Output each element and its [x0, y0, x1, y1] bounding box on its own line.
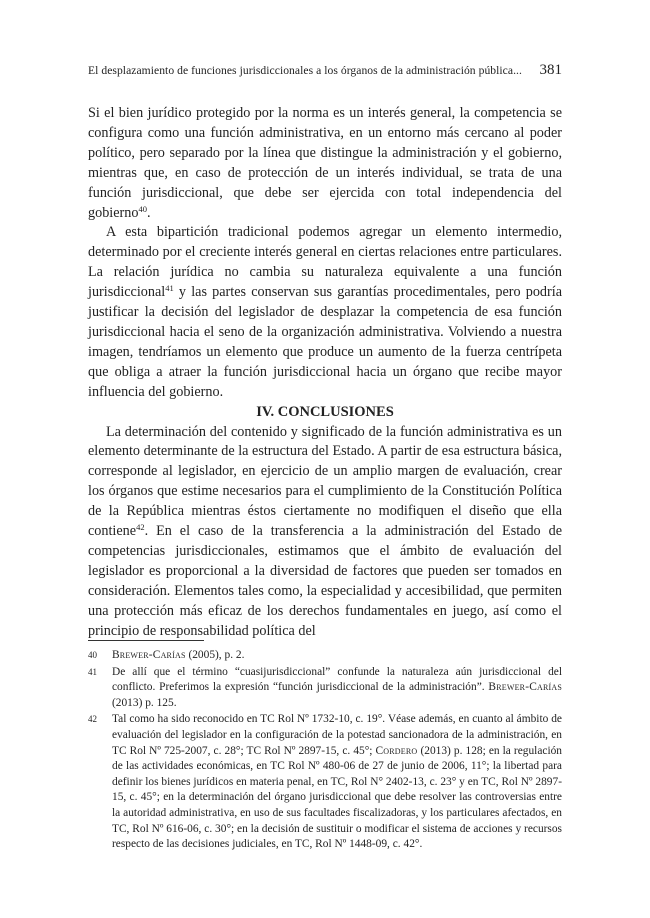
- paragraph-1: [88, 104, 562, 223]
- footnote-text-part: (2013) p. 125.: [112, 696, 177, 709]
- footnote-text: [112, 665, 562, 712]
- author-citation: Cordero: [375, 744, 418, 757]
- footnote-number: 42: [88, 714, 97, 725]
- footnote-text-part: Tal como ha sido reconocido en TC Rol Nº 1732-10, c. 19°. Véase además, en cuanto al ámbito de evaluación del legislador en la configuración de la potestad sancionadora de la administración, en TC Rol Nº 725-2007, c. 28°; TC Rol Nº 2897-15, c. 45°;: [112, 713, 562, 757]
- footnote-number: 41: [88, 666, 97, 677]
- paragraph-2-text-a: A esta bipartición tradicional podemos agregar un elemento intermedio, determinado por el creciente interés general en ciertas relaciones entre particulares. La relación jurídica no cambia su naturaleza equivalente a una función jurisdiccional: [88, 224, 562, 301]
- footnote-41: [88, 665, 562, 712]
- footnote-ref-40: 40: [138, 203, 147, 214]
- footnote-divider: [88, 640, 204, 641]
- footnote-text: [112, 712, 562, 852]
- author-citation: Brewer-Carías: [112, 649, 186, 661]
- paragraph-2-text-b: y las partes conservan sus garantías procedimentales, pero podría justificar la decisión del legislador de desplazar la competencia de esa función jurisdiccional hacia el seno de la organización administrativa. Volviendo a nuestra imagen, tendríamos un elemento que produce un aumento de la fuerza centrípeta que obliga a atraer la función jurisdiccional hacia un órgano que recibe mayor influencia del gobierno.: [88, 284, 562, 400]
- paragraph-3-text-b: . En el caso de la transferencia a la administración del Estado de competencias jurisdiccionales, estimamos que el ámbito de evaluación del legislador es proporcional a la diversidad de factores que pueden ser tomados en consideración. Elementos tales como, la especialidad y accesibilidad, que permiten una protección más eficaz de los derechos fundamentales en juego, así como el principio de responsabilidad política del: [88, 523, 562, 639]
- footnote-42: [88, 712, 562, 852]
- paragraph-1-text: Si el bien jurídico protegido por la norma es un interés general, la competencia se configura como una función administrativa, en un entorno más cercano al poder político, pero separado por la línea que distingue la administración y el gobierno, mientras que, en caso de protección de un interés individual, se trata de una función jurisdiccional, que debe ser ejercida con total independencia del gobierno: [88, 105, 562, 221]
- paragraph-3: [88, 423, 562, 642]
- paragraph-3-text-a: La determinación del contenido y significado de la función administrativa es un elemento determinante de la estructura del Estado. A partir de esa estructura básica, corresponde al legislador, en ejercicio de un amplio margen de evaluación, crear los órganos que estime necesarios para el cumplimiento de la Constitución Política de la República mientras éstos ciertamente no modifiquen el diseño que ella contiene: [88, 423, 562, 540]
- running-title: El desplazamiento de funciones jurisdiccionales a los órganos de la administración pública...: [88, 64, 522, 77]
- footnote-text-part: De allí que el término “cuasijurisdiccional” confunde la naturaleza aún jurisdiccional del conflicto. Preferimos la expresión “función jurisdiccional de la administración”.: [112, 665, 562, 694]
- footnote-ref-41: 41: [165, 283, 174, 294]
- footnote-ref-42: 42: [136, 522, 145, 533]
- footnote-number: 40: [88, 650, 97, 660]
- footnote-text: [112, 648, 562, 664]
- main-text: [88, 104, 562, 641]
- footnote-40: [88, 648, 562, 664]
- section-heading: IV. CONCLUSIONES: [256, 403, 394, 420]
- footnote-text-part: (2013) p. 128; en la regulación de las actividades económicas, en TC Rol Nº 480-06 de 27 de junio de 2006, 11°; la libertad para definir los bienes jurídicos en materia penal, en TC, Rol N° 2402-13, c. 23° y en TC, Rol Nº 2897-15, c. 45°; en la determinación del órgano jurisdiccional que debe resolver las controversias entre la autoridad administrativa, en uso de sus facultades fiscalizadoras, y los particulares afectados, en TC, Rol Nº 616-06, c. 30°; en la decisión de sustituir o modificar el sistema de acciones y recursos respecto de las decisiones judiciales, en TC, Rol Nº 1448-09, c. 42°.: [112, 744, 562, 851]
- running-header: [88, 62, 562, 79]
- footnote-text-part: (2005), p. 2.: [185, 649, 245, 661]
- paragraph-2: [88, 223, 562, 402]
- footnotes: [88, 648, 562, 854]
- page-number: 381: [539, 62, 562, 78]
- paragraph-1-end: .: [146, 204, 151, 221]
- author-citation: Brewer-Carías: [488, 681, 562, 694]
